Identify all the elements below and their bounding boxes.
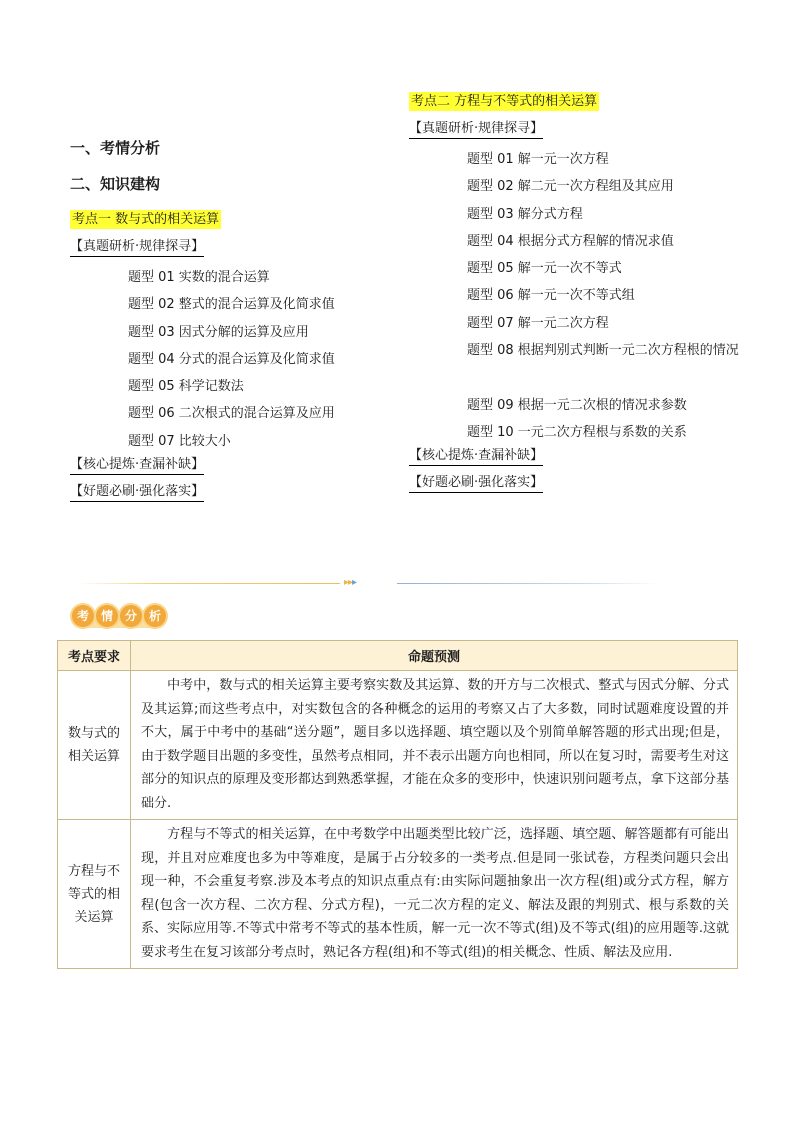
badge-char: 考	[72, 605, 94, 627]
kaodian2-item[interactable]: 题型 01 解一元一次方程	[467, 152, 609, 167]
row-label: 数与式的相关运算	[58, 671, 131, 820]
kaodian1-item[interactable]: 题型 01 实数的混合运算	[128, 270, 270, 285]
kaodian1-hexin-link[interactable]: 【核心提炼·查漏补缺】	[70, 455, 204, 475]
kaodian2-haoti-link[interactable]: 【好题必刷·强化落实】	[409, 473, 543, 493]
kaodian1-item[interactable]: 题型 07 比较大小	[128, 433, 231, 449]
divider-line-right	[397, 583, 659, 584]
outline-right-column	[409, 92, 749, 500]
kaodian1-item[interactable]: 题型 05 科学记数法	[128, 379, 244, 395]
kaodian2-item[interactable]: 题型 07 解一元二次方程	[467, 315, 609, 331]
kaodian2-zhenti-link[interactable]: 【真题研析·规律探寻】	[409, 119, 543, 139]
kaodian1-zhenti-link[interactable]: 【真题研析·规律探寻】	[70, 237, 204, 257]
row-text: 方程与不等式的相关运算，在中考数学中出题类型比较广泛，选择题、填空题、解答题都有可能出现，并且对应难度也多为中等难度，是属于占分较多的一类考点.但是同一张试卷，方程类问题只会出现一种，不会重复考察.涉及本考点的知识点重点有:由实际问题抽象出一次方程(组)或分式方程，解方程(包含一次方程、二次方程、分式方程)，一元二次方程的定义、解法及跟的判别式、根与系数的关系、实际应用等.不等式中常考不等式的基本性质，解一元一次不等式(组)及不等式(组)的应用题等.这就要求考生在复习该部分考点时，熟记各方程(组)和不等式(组)的相关概念、性质、解法及应用.	[131, 820, 738, 969]
heading-exam-analysis: 一、考情分析	[70, 139, 161, 157]
kaodian2-item[interactable]: 题型 05 解一元一次不等式	[467, 261, 622, 277]
kaodian2-item[interactable]: 题型 09 根据一元二次根的情况求参数	[467, 397, 687, 413]
exam-analysis-table	[57, 640, 738, 969]
kaodian1-item[interactable]: 题型 03 因式分解的运算及应用	[128, 324, 309, 340]
badge-char: 情	[96, 605, 118, 627]
header-prediction: 命题预测	[131, 641, 738, 671]
badge-char: 析	[144, 605, 166, 627]
table-row	[58, 671, 738, 820]
divider-line-left	[78, 583, 340, 584]
kaodian1-item[interactable]: 题型 06 二次根式的混合运算及应用	[128, 406, 335, 422]
kaodian2-item[interactable]: 题型 04 根据分式方程解的情况求值	[467, 233, 674, 249]
kaodian1-item[interactable]: 题型 02 整式的混合运算及化简求值	[128, 297, 335, 313]
kaodian2-item[interactable]: 题型 02 解二元一次方程组及其应用	[467, 179, 674, 195]
kaodian1-item[interactable]: 题型 04 分式的混合运算及化简求值	[128, 351, 335, 367]
header-requirement: 考点要求	[58, 641, 131, 671]
kaodian2-item[interactable]: 题型 08 根据判别式判断一元二次方程根的情况	[467, 343, 739, 359]
kaodian2-item[interactable]: 题型 10 一元二次方程根与系数的关系	[467, 424, 687, 440]
kaodian2-hexin-link[interactable]: 【核心提炼·查漏补缺】	[409, 446, 543, 466]
kaodian1-haoti-link[interactable]: 【好题必刷·强化落实】	[70, 482, 204, 502]
row-text: 中考中，数与式的相关运算主要考察实数及其运算、数的开方与二次根式、整式与因式分解、分式及其运算;而这些考点中，对实数包含的各种概念的运用的考察又占了大多数，同时试题难度设置的并不大，属于中考中的基础“送分题”，题目多以选择题、填空题以及个别简单解答题的形式出现;但是，由于数学题目出题的多变性，虽然考点相同，并不表示出题方向也相同，所以在复习时，需要考生对这部分的知识点的原理及变形都达到熟悉掌握，才能在众多的变形中，快速识别问题考点，拿下这部分基础分.	[131, 671, 738, 820]
kaodian2-item[interactable]: 题型 06 解一元一次不等式组	[467, 288, 635, 304]
kaodian1-title: 考点一 数与式的相关运算	[72, 212, 220, 227]
table-row	[58, 820, 738, 969]
outline-left-column	[70, 138, 390, 509]
badge-char: 分	[120, 605, 142, 627]
row-label: 方程与不等式的相关运算	[58, 820, 131, 969]
divider-arrows-icon: ▸▸▸	[344, 577, 357, 588]
kaodian2-item[interactable]: 题型 03 解分式方程	[467, 206, 583, 222]
table-header-row	[58, 641, 738, 671]
kaodian2-title: 考点二 方程与不等式的相关运算	[411, 94, 598, 109]
exam-analysis-badge	[72, 602, 168, 630]
heading-knowledge-construction: 二、知识建构	[70, 175, 161, 193]
